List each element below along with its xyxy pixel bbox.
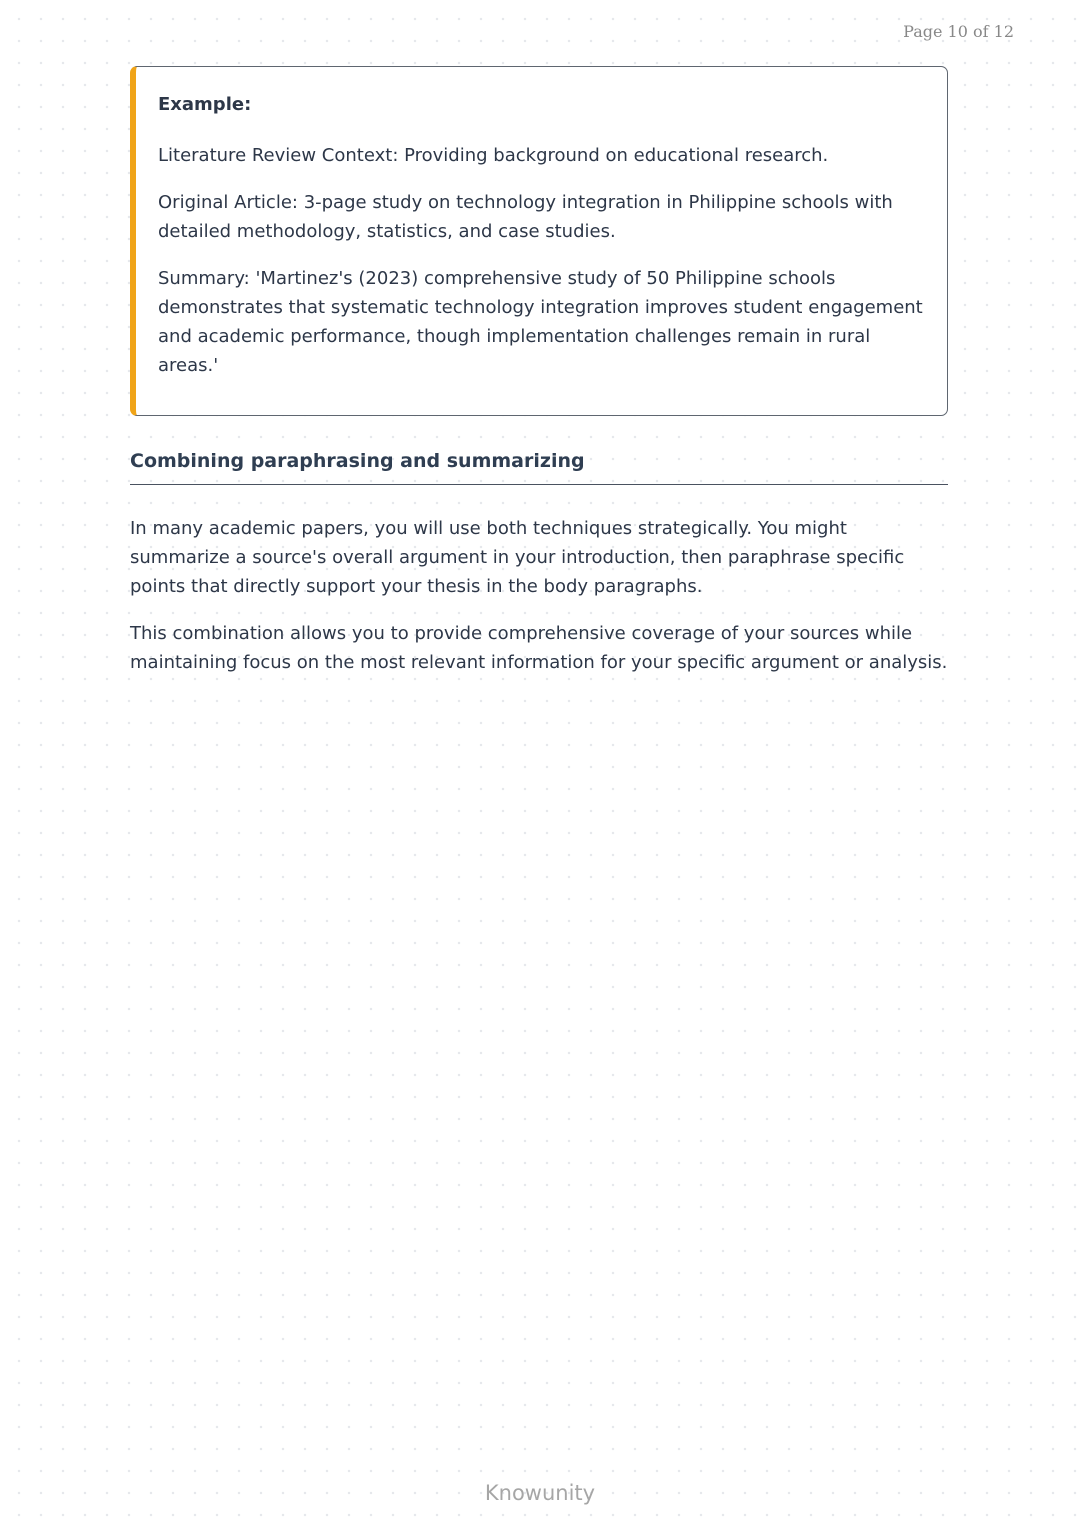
body-paragraph-1: In many academic papers, you will use both techniques strategically. You might summarize a source's overall argument in your introduction, then paraphrase specific points that directly support your thesis in the body paragraphs. (130, 518, 905, 597)
example-context-paragraph: Literature Review Context: Providing background on educational research. (158, 145, 829, 166)
footer-brand-name: Knowunity (484, 1481, 596, 1505)
example-original-article-paragraph: Original Article: 3-page study on technology integration in Philippine schools with detailed methodology, statistics, and case studies. (158, 192, 893, 242)
example-callout-box (130, 66, 948, 416)
example-title: Example: (158, 94, 252, 115)
body-paragraph-2: This combination allows you to provide comprehensive coverage of your sources while maintaining focus on the most relevant information for your specific argument or analysis. (130, 623, 948, 673)
section-heading: Combining paraphrasing and summarizing (130, 448, 948, 485)
example-summary-paragraph: Summary: 'Martinez's (2023) comprehensive study of 50 Philippine schools demonstrates that systematic technology integration improves student engagement and academic performance, though implementation challenges remain in rural areas.' (158, 268, 923, 376)
section-body (130, 514, 948, 695)
page-number: Page 10 of 12 (903, 22, 1014, 41)
